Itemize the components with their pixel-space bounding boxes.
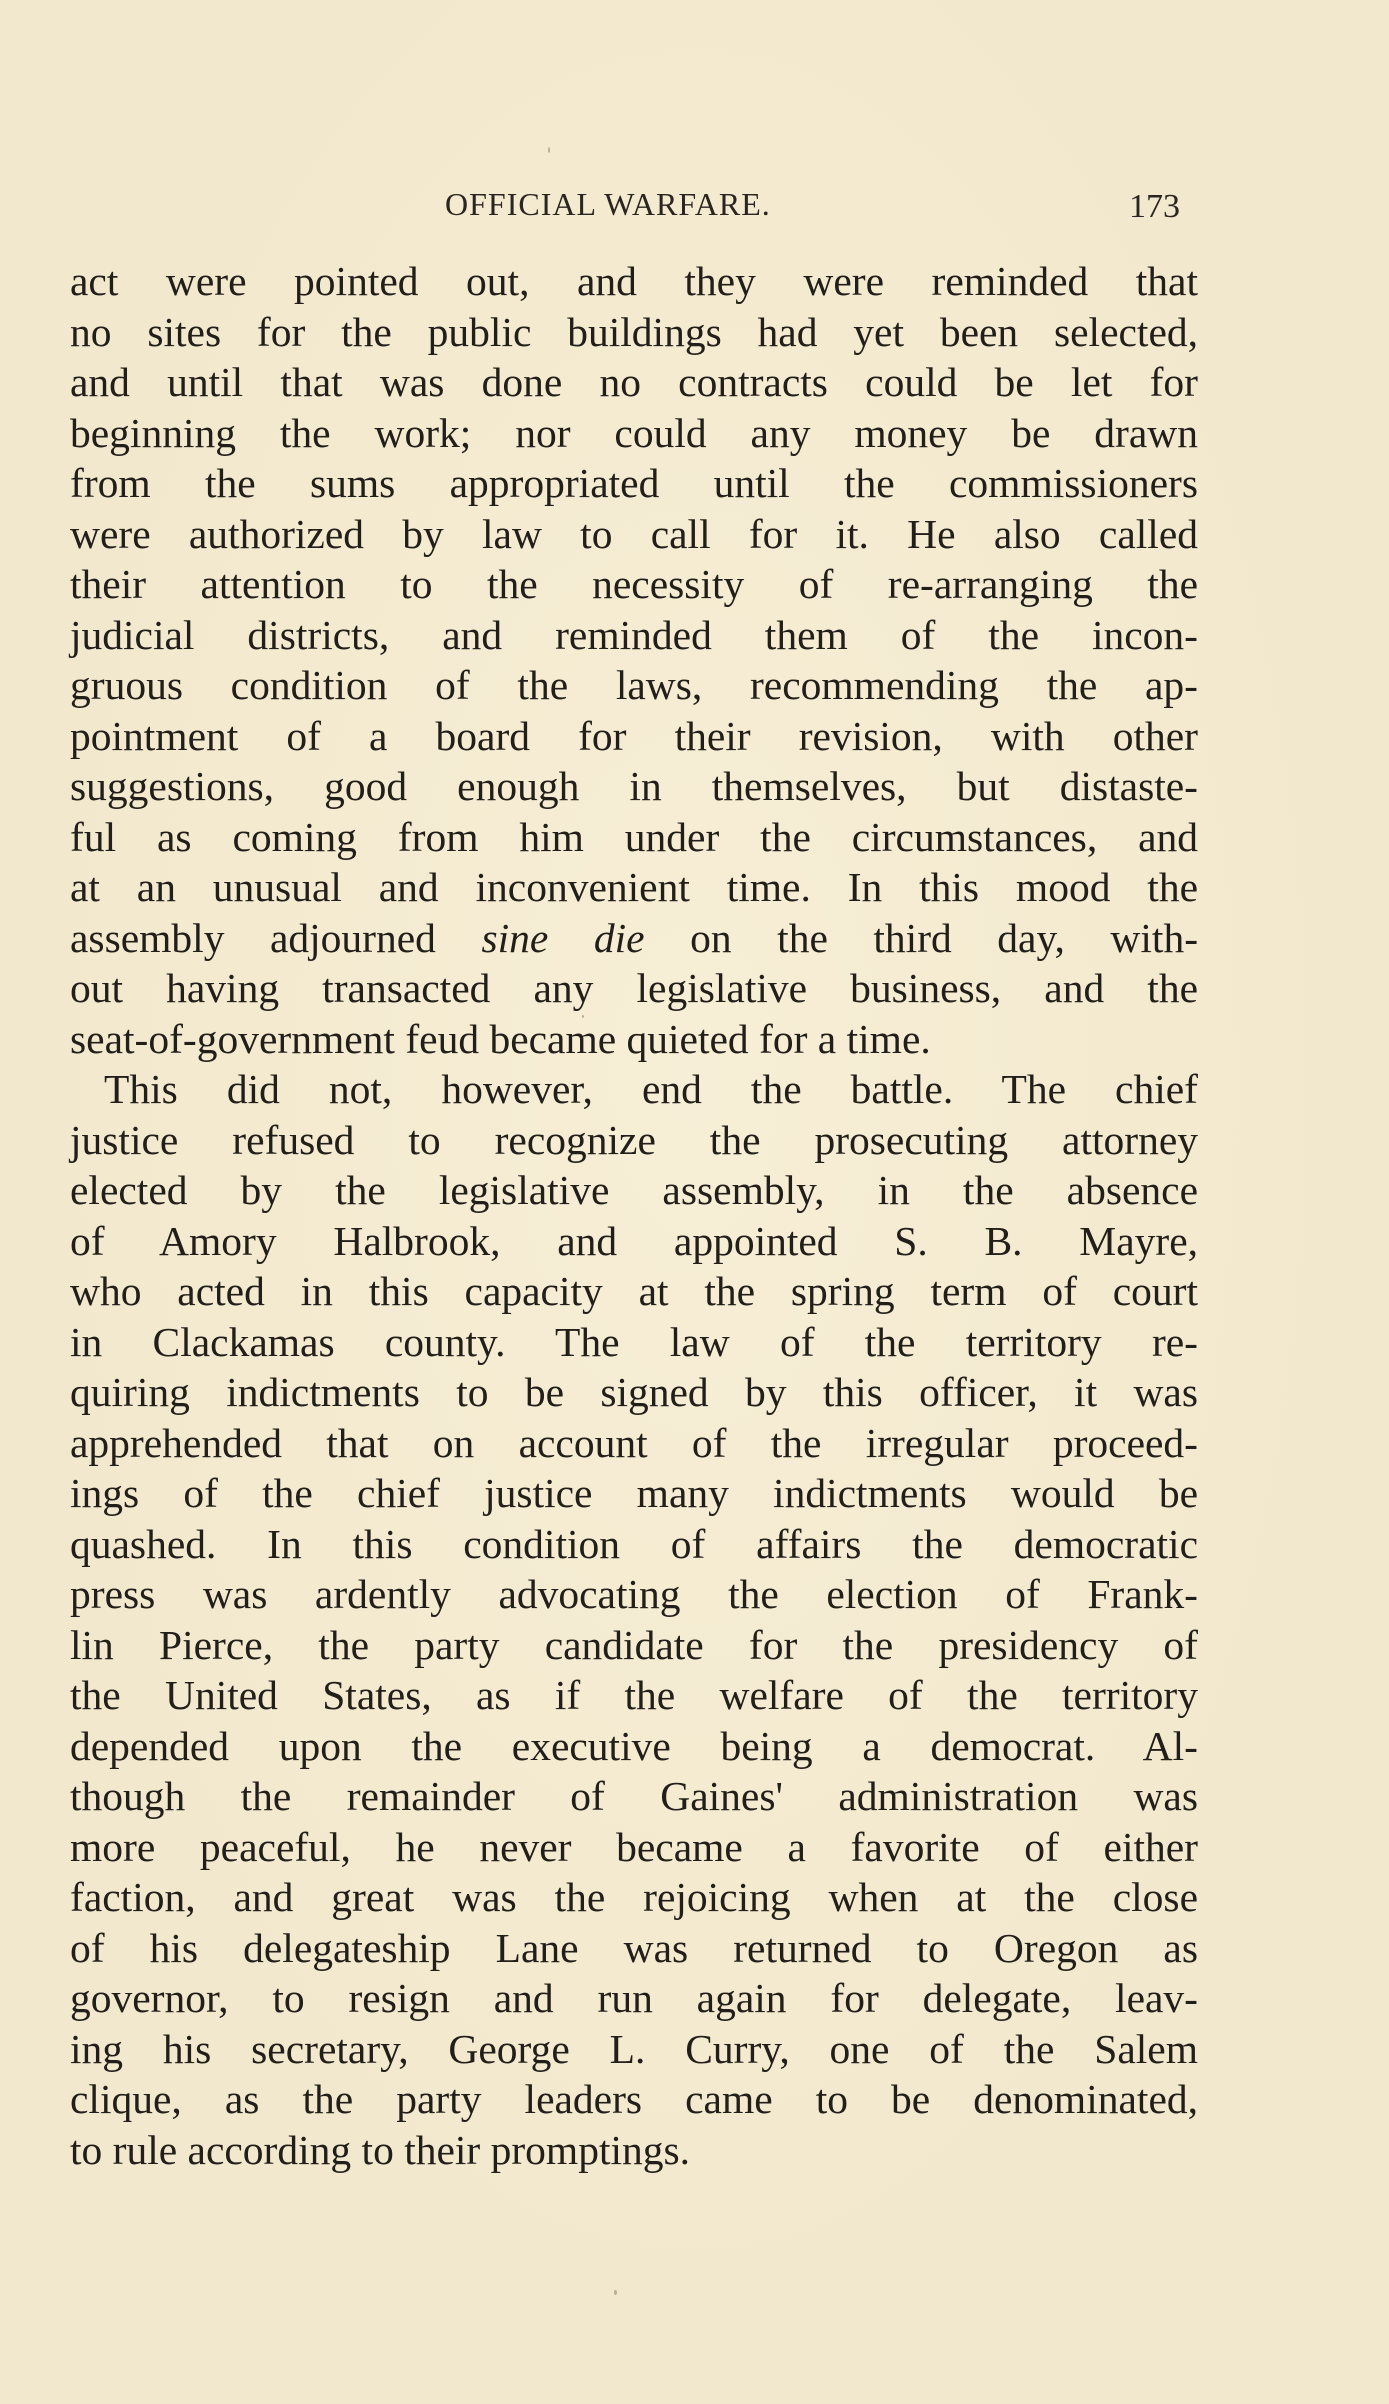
text-line: ings of the chief justice many indictments would be [70,1470,1198,1516]
text-line: gruous condition of the laws, recommending the ap- [70,662,1198,708]
text-line: no sites for the public buildings had yet been selected, [70,308,1198,355]
text-line: quiring indictments to be signed by this officer, it was [70,1369,1198,1415]
paper-speck [548,147,550,153]
text-line: who acted in this capacity at the spring term of court [70,1268,1198,1314]
text-line: judicial districts, and reminded them of the incon- [70,611,1198,658]
paragraph-last-line: seat-of-government feud became quieted for a time. [70,1015,931,1062]
text-line: more peaceful, he never became a favorite of either [70,1823,1198,1870]
text-line: and until that was done no contracts could be let for [70,359,1198,405]
text-line: their attention to the necessity of re-arranging the [70,561,1198,607]
text-line: apprehended that on account of the irregular proceed- [70,1419,1198,1466]
text-line: pointment of a board for their revision, with other [70,712,1198,759]
text-line: from the sums appropriated until the commissioners [70,460,1198,506]
text-line-with-italic [70,913,1198,964]
text-line: quashed. In this condition of affairs the democratic [70,1520,1198,1567]
text-line: faction, and great was the rejoicing when at the close [70,1874,1198,1920]
text-line: were authorized by law to call for it. He also called [70,510,1198,557]
text-line: act were pointed out, and they were reminded that [70,258,1198,304]
italic-phrase: sine die [481,914,645,961]
running-head: OFFICIAL WARFARE. [445,186,771,222]
paragraph-last-line: to rule according to their promptings. [70,2126,691,2173]
page-number: 173 [1129,188,1180,225]
text-line: clique, as the party leaders came to be denominated, [70,2076,1198,2122]
text-line: lin Pierce, the party candidate for the presidency of [70,1621,1198,1668]
text-line: depended upon the executive being a democrat. Al- [70,1722,1198,1769]
text-line: of his delegateship Lane was returned to Oregon as [70,1924,1198,1971]
text-line: ful as coming from him under the circumstances, and [70,813,1198,860]
text-line: out having transacted any legislative business, and the [70,965,1198,1011]
paragraph-first-line: This did not, however, end the battle. The chief [104,1066,1198,1112]
text-line: suggestions, good enough in themselves, but distaste- [70,763,1198,809]
text-line: in Clackamas county. The law of the territory re- [70,1318,1198,1365]
text-line: though the remainder of Gaines' administration was [70,1773,1198,1819]
text-segment: assembly adjourned [70,914,436,961]
text-line: press was ardently advocating the election of Frank- [70,1571,1198,1617]
text-line: justice refused to recognize the prosecuting attorney [70,1116,1198,1163]
body-text [70,256,1198,2175]
text-line: ing his secretary, George L. Curry, one of the Salem [70,2025,1198,2072]
text-line: at an unusual and inconvenient time. In this mood the [70,864,1198,910]
text-segment: on the third day, with- [690,914,1199,961]
text-line: governor, to resign and run again for delegate, leav- [70,1975,1198,2021]
text-line: of Amory Halbrook, and appointed S. B. Mayre, [70,1217,1198,1264]
text-line: elected by the legislative assembly, in the absence [70,1167,1198,1213]
text-line: beginning the work; nor could any money be drawn [70,409,1198,456]
page-header [70,186,1180,234]
text-line: the United States, as if the welfare of the territory [70,1672,1198,1718]
paper-speck [614,2290,617,2295]
